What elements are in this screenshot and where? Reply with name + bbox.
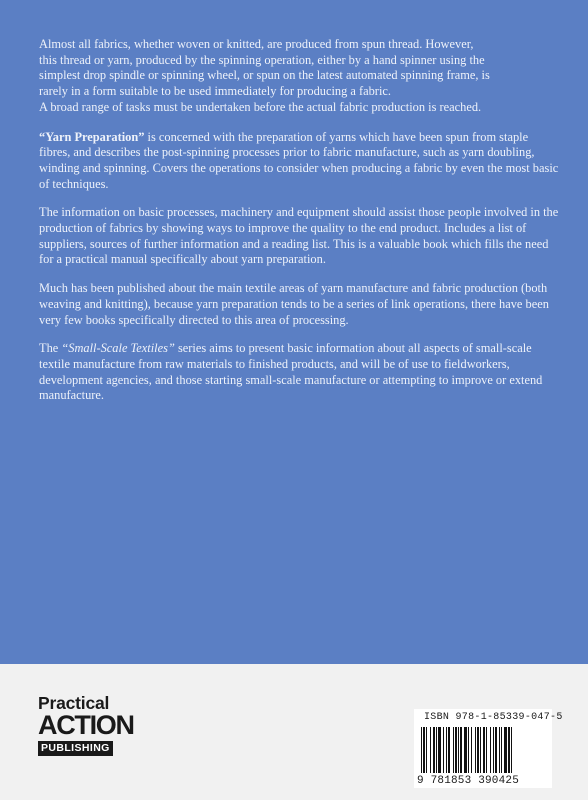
intro-line-1: Almost all fabrics, whether woven or knitted, are produced from spun thread. However, bbox=[39, 37, 474, 51]
intro-line-2: this thread or yarn, produced by the spinning operation, either by a hand spinner using the bbox=[39, 52, 485, 67]
intro-line-5: A broad range of tasks must be undertaken before the actual fabric production is reached. bbox=[39, 99, 482, 114]
intro-line-3: simplest drop spindle or spinning wheel, or spun on the latest automated spinning frame, is bbox=[39, 68, 490, 83]
paragraph-published: Much has been published about the main textile areas of yarn manufacture and fabric production (both weaving and knitting), because yarn preparation tends to be a series of link operations, there have been very few books specifically directed to this area of processing. bbox=[39, 281, 549, 327]
paragraph-2-text: is concerned with the preparation of yarns which have been spun from staple fibres, and describes the post-spinning processes prior to fabric manufacture, such as yarn doubling, winding and spinning. Covers the operations to consider when producing a fabric by even the most basic of techniques. bbox=[39, 129, 559, 191]
blurb-text bbox=[39, 37, 559, 417]
paragraph-5-pre: The bbox=[39, 341, 62, 356]
publisher-logo bbox=[38, 693, 134, 756]
paragraph-5-text: series aims to present basic information about all aspects of small-scale textile manufacture from raw materials to finished products, and will be of use to fieldworkers, development agencies, and those starting small-scale manufacture or attempting to improve or extend manufacture. bbox=[39, 341, 543, 403]
paragraph-yarn-preparation bbox=[39, 130, 559, 193]
barcode-icon bbox=[421, 727, 547, 773]
logo-practical: Practical bbox=[38, 693, 110, 713]
isbn-label: ISBN 978-1-85339-047-5 bbox=[424, 712, 563, 723]
series-title-italic: “Small-Scale Textiles” bbox=[61, 341, 175, 356]
logo-action: ACTION bbox=[38, 710, 134, 740]
barcode-digits: 9 781853 390425 bbox=[417, 775, 520, 787]
paragraph-series bbox=[39, 341, 559, 404]
intro-line-4: rarely in a form suitable to be used immediately for producing a fabric. bbox=[39, 84, 391, 99]
logo-publishing: PUBLISHING bbox=[38, 741, 113, 756]
paragraph-intro bbox=[39, 37, 559, 116]
paragraph-information: The information on basic processes, machinery and equipment should assist those people involved in the production of fabrics by showing ways to improve the quality to the end product. Includes a list of suppliers, sources of further information and a reading list. This is a valuable book which fills the need for a practical manual specifically about yarn preparation. bbox=[39, 205, 559, 267]
book-title-bold: “Yarn Preparation” bbox=[39, 129, 145, 144]
